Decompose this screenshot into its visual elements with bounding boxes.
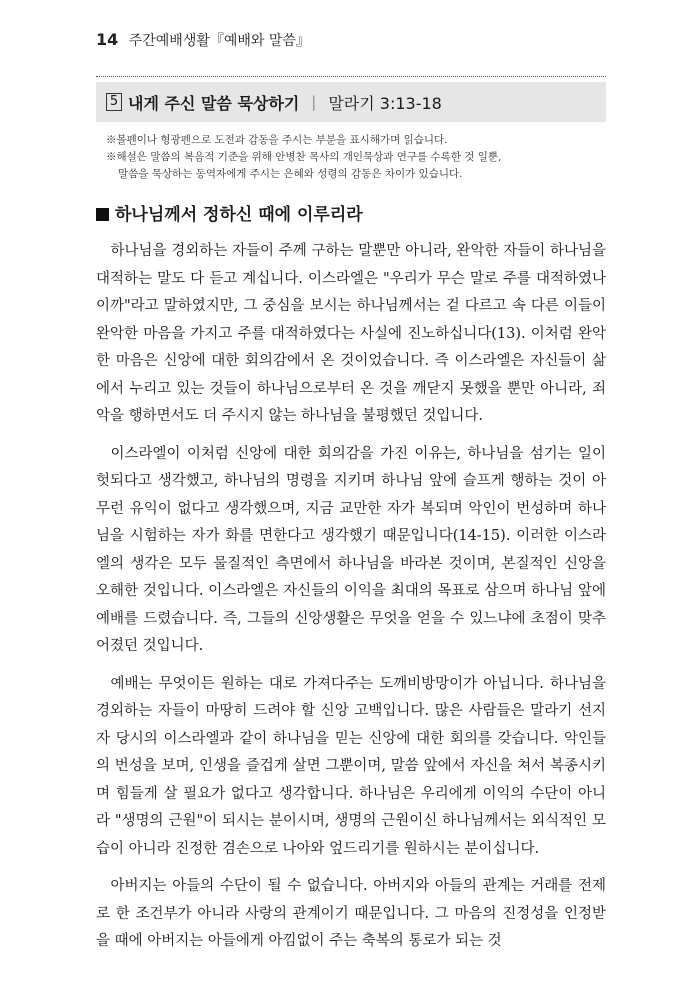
note-line: 말씀을 묵상하는 동역자에게 주시는 은혜와 성령의 감동은 차이가 있습니다. [118,168,463,180]
body-text [96,238,606,966]
section-banner [96,82,606,122]
section-title: 내게 주신 말씀 묵상하기 [128,93,300,113]
section-separator: | [311,93,317,111]
publication-title: 주간예배생활『예배와 말씀』 [128,33,310,49]
running-header [96,30,310,50]
subheading [96,200,363,225]
subheading-text: 하나님께서 정하신 때에 이루리라 [115,205,363,225]
paragraph: 이스라엘이 이처럼 신앙에 대한 회의감을 가진 이유는, 하나님을 섬기는 일이 헛되다고 생각했고, 하나님의 명령을 지키며 하나님 앞에 슬프게 행하는 것이 아무런 유익이 없다고 생각했으며, 지금 교만한 자가 복되며 악인이 번성하며 하나님을 시험하는 자가 화를 면한다고 생각했기 때문입니다(14-15). 이러한 이스라엘의 생각은 모두 물질적인 측면에서 하나님을 바라본 것이며, 본질적인 신앙을 오해한 것입니다. 이스라엘은 자신들의 이익을 최대의 목표로 삼으며 하나님 앞에 예배를 드렸습니다. 즉, 그들의 신앙생활은 무엇을 얻을 수 있느냐에 초점이 맞추어졌던 것입니다. [96,445,606,654]
page-number: 14 [96,30,119,49]
note-line: ※해설은 말씀의 복음적 기준을 위해 안병찬 목사의 개인묵상과 연구를 수록한 것 일뿐, [106,151,502,163]
square-bullet-icon [96,208,109,221]
section-number-badge: 5 [106,93,122,111]
paragraph: 아버지는 아들의 수단이 될 수 없습니다. 아버지와 아들의 관계는 거래를 전제로 한 조건부가 아니라 사랑의 관계이기 때문입니다. 그 마음의 진정성을 인정받을 때에 아버지는 아들에게 아낌없이 주는 축복의 통로가 되는 것 [96,878,606,949]
scripture-reference: 말라기 3:13-18 [328,93,442,113]
reading-notes [106,132,606,183]
note-line: ※볼펜이나 형광펜으로 도전과 감동을 주시는 부분을 표시해가며 읽습니다. [106,134,448,146]
paragraph: 예배는 무엇이든 원하는 대로 가져다주는 도깨비방망이가 아닙니다. 하나님을 경외하는 자들이 마땅히 드려야 할 신앙 고백입니다. 많은 사람들은 말라기 선지자 당시의 이스라엘과 같이 하나님을 믿는 신앙에 대한 회의를 갖습니다. 악인들의 번성을 보며, 인생을 즐겁게 살면 그뿐이며, 말씀 앞에서 자신을 쳐서 복종시키며 힘들게 살 필요가 없다고 생각합니다. 하나님은 우리에게 이익의 수단이 아니라 "생명의 근원"이 되시는 분이시며, 생명의 근원이신 하나님께서는 외식적인 모습이 아니라 진정한 겸손으로 나아와 엎드리기를 원하시는 분이십니다. [96,675,606,857]
paragraph: 하나님을 경외하는 자들이 주께 구하는 말뿐만 아니라, 완악한 자들이 하나님을 대적하는 말도 다 듣고 계십니다. 이스라엘은 "우리가 무슨 말로 주를 대적하였나이까"라고 말하였지만, 그 중심을 보시는 하나님께서는 겉 다르고 속 다른 이들이 완악한 마음을 가지고 주를 대적하였다는 사실에 진노하십니다(13). 이처럼 완악한 마음은 신앙에 대한 회의감에서 온 것이었습니다. 즉 이스라엘은 자신들이 삶에서 누리고 있는 것들이 하나님으로부터 온 것을 깨닫지 못했을 뿐만 아니라, 죄악을 행하면서도 더 주시지 않는 하나님을 불평했던 것입니다. [96,243,606,424]
header-divider [96,76,606,77]
